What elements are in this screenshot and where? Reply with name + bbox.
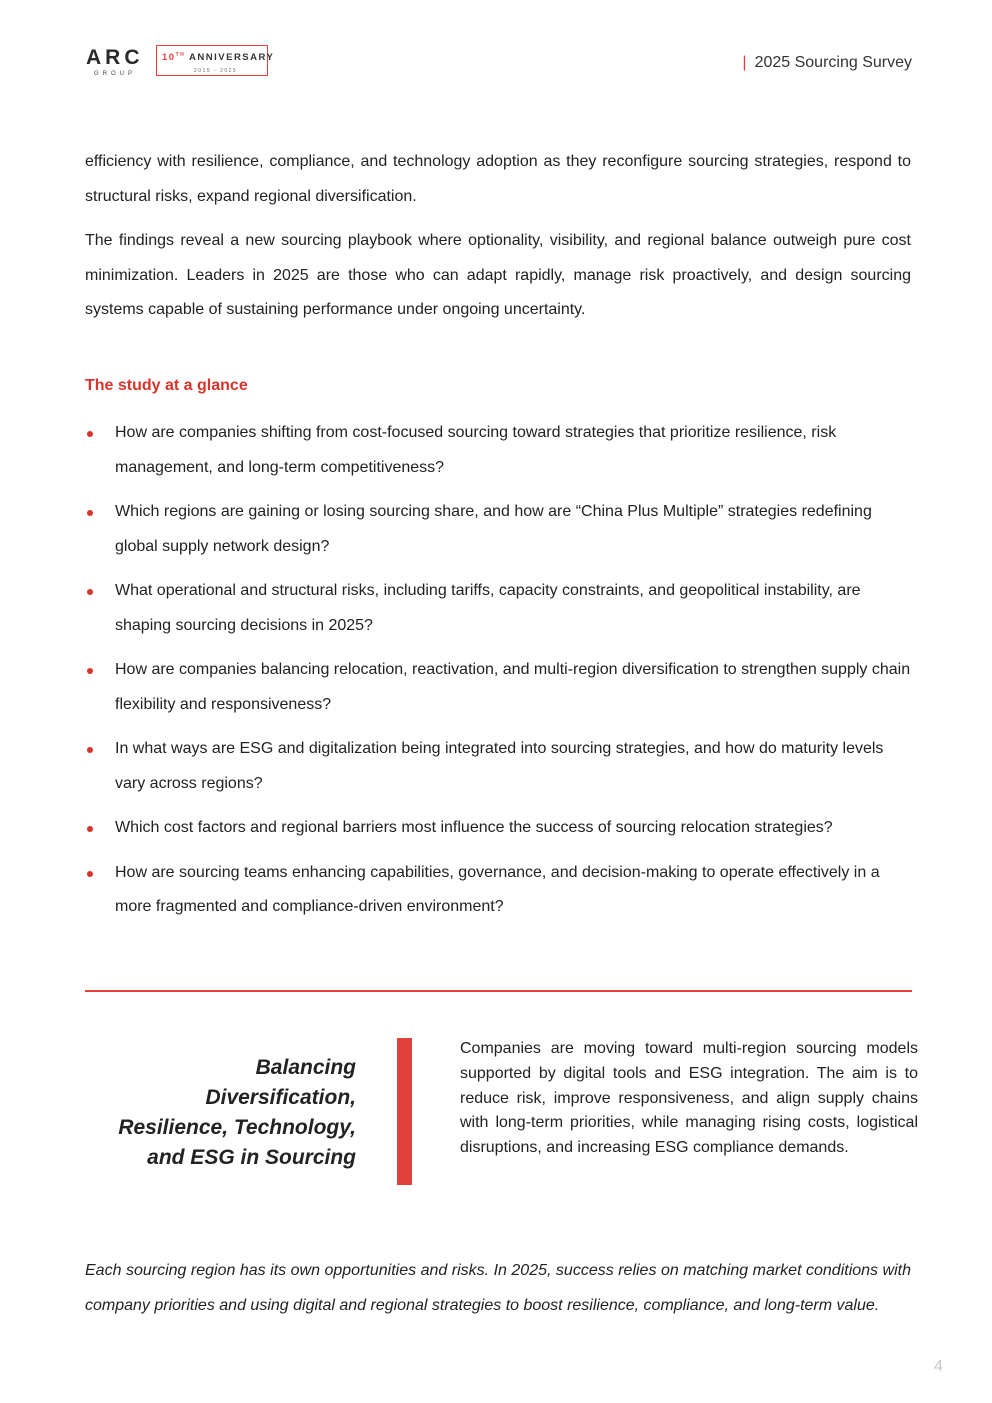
list-item-text: How are companies balancing relocation, reactivation, and multi-region diversification to strengthen supply chain flexibility and responsiveness? — [115, 661, 911, 713]
list-item — [85, 495, 911, 564]
list-item — [85, 856, 911, 925]
logo-group-text: GROUP — [94, 71, 137, 77]
intro-paragraph-2: The findings reveal a new sourcing playbook where optionality, visibility, and regional balance outweigh pure cost minimization. Leaders in 2025 are those who can adapt rapidly, manage risk proactively, and design sourcing systems capable of sustaining performance under ongoing uncertainty. — [85, 232, 911, 318]
anniversary-label — [162, 52, 274, 63]
section-divider — [85, 990, 912, 992]
document-title-text: 2025 Sourcing Survey — [754, 54, 912, 71]
callout-title-line: Balancing — [255, 1056, 356, 1079]
callout-accent-bar — [397, 1038, 412, 1185]
list-item — [85, 416, 911, 485]
list-item — [85, 653, 911, 722]
bullet-icon — [87, 668, 93, 674]
study-heading: The study at a glance — [85, 377, 248, 394]
anniversary-years: 2015 - 2025 — [194, 68, 238, 74]
bullet-icon — [87, 431, 93, 437]
anniversary-suffix: TH — [175, 52, 186, 58]
list-item-text: Which regions are gaining or losing sourcing share, and how are “China Plus Multiple” strategies redefining global supply network design? — [115, 503, 872, 555]
title-separator: | — [742, 54, 747, 71]
callout-title-line: Resilience, Technology, — [118, 1116, 356, 1139]
bullet-icon — [87, 747, 93, 753]
list-item — [85, 811, 911, 846]
list-item-text: In what ways are ESG and digitalization being integrated into sourcing strategies, and how do maturity levels vary across regions? — [115, 740, 884, 792]
list-item-text: How are sourcing teams enhancing capabilities, governance, and decision-making to operate effectively in a more fragmented and compliance-driven environment? — [115, 863, 880, 915]
bullet-icon — [87, 589, 93, 595]
callout-title — [100, 1053, 356, 1173]
anniversary-number: 10 — [162, 52, 176, 64]
list-item-text: Which cost factors and regional barriers most influence the success of sourcing relocation strategies? — [115, 819, 833, 836]
anniversary-text: ANNIVERSARY — [189, 52, 275, 64]
callout-body: Companies are moving toward multi-region sourcing models supported by digital tools and ESG integration. The aim is to reduce risk, improve responsiveness, and align supply chains with long-term priorities, while managing rising costs, logistical disruptions, and increasing ESG compliance demands. — [460, 1040, 918, 1157]
list-item — [85, 574, 911, 643]
page-number: 4 — [934, 1358, 943, 1375]
closing-paragraph: Each sourcing region has its own opportunities and risks. In 2025, success relies on matching market conditions with company priorities and using digital and regional strategies to boost resilience, compliance, and long-term value. — [85, 1262, 911, 1314]
list-item-text: What operational and structural risks, including tariffs, capacity constraints, and geopolitical instability, are shaping sourcing decisions in 2025? — [115, 582, 861, 634]
bullet-icon — [87, 510, 93, 516]
bullet-icon — [87, 871, 93, 877]
callout-title-line: Diversification, — [205, 1086, 356, 1109]
arc-group-logo — [86, 44, 286, 78]
intro-paragraph-1: efficiency with resilience, compliance, and technology adoption as they reconfigure sourcing strategies, respond to structural risks, expand regional diversification. — [85, 153, 911, 205]
list-item-text: How are companies shifting from cost-focused sourcing toward strategies that prioritize resilience, risk management, and long-term competitiveness? — [115, 424, 837, 476]
callout-title-line: and ESG in Sourcing — [147, 1146, 356, 1169]
list-item — [85, 732, 911, 801]
study-question-list — [85, 416, 911, 935]
document-title — [742, 54, 912, 72]
bullet-icon — [87, 826, 93, 832]
logo-brand: ARC — [86, 46, 144, 69]
